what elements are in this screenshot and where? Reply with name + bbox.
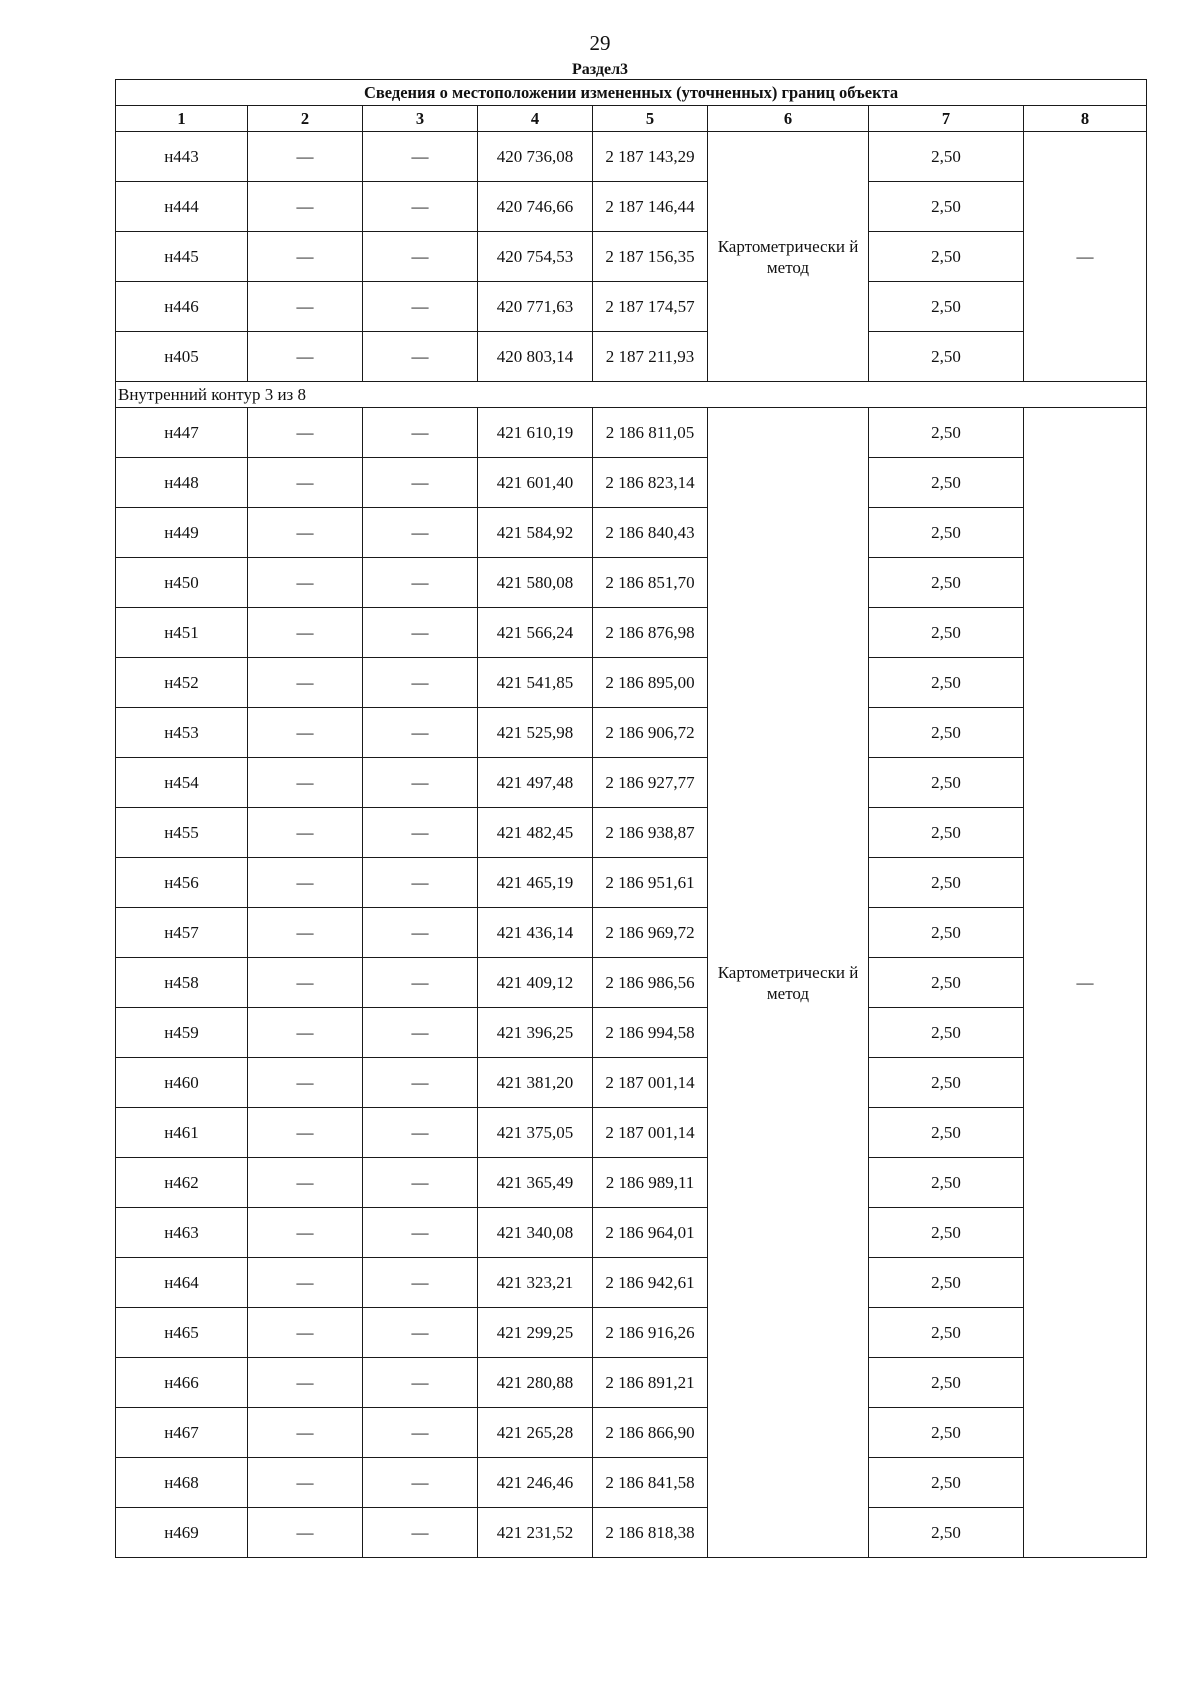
column-2-cell: — bbox=[248, 808, 363, 858]
y-coordinate-cell: 2 186 823,14 bbox=[593, 458, 708, 508]
precision-cell: 2,50 bbox=[869, 558, 1024, 608]
column-2-cell: — bbox=[248, 1508, 363, 1558]
column-number-4: 4 bbox=[478, 106, 593, 132]
column-2-cell: — bbox=[248, 132, 363, 182]
precision-cell: 2,50 bbox=[869, 1408, 1024, 1458]
column-3-cell: — bbox=[363, 282, 478, 332]
column-2-cell: — bbox=[248, 708, 363, 758]
table-row bbox=[116, 708, 1147, 758]
point-name-cell: н461 bbox=[116, 1108, 248, 1158]
y-coordinate-cell: 2 186 969,72 bbox=[593, 908, 708, 958]
table-row bbox=[116, 1258, 1147, 1308]
column-2-cell: — bbox=[248, 1008, 363, 1058]
table-row bbox=[116, 758, 1147, 808]
column-number-6: 6 bbox=[708, 106, 869, 132]
point-name-cell: н460 bbox=[116, 1058, 248, 1108]
y-coordinate-cell: 2 186 938,87 bbox=[593, 808, 708, 858]
precision-cell: 2,50 bbox=[869, 708, 1024, 758]
precision-cell: 2,50 bbox=[869, 1008, 1024, 1058]
boundary-coordinates-table bbox=[115, 79, 1147, 1558]
column-2-cell: — bbox=[248, 332, 363, 382]
precision-cell: 2,50 bbox=[869, 958, 1024, 1008]
precision-cell: 2,50 bbox=[869, 1508, 1024, 1558]
method-cell: Картометрически й метод bbox=[708, 132, 869, 382]
x-coordinate-cell: 421 246,46 bbox=[478, 1458, 593, 1508]
point-name-cell: н459 bbox=[116, 1008, 248, 1058]
precision-cell: 2,50 bbox=[869, 908, 1024, 958]
point-name-cell: н463 bbox=[116, 1208, 248, 1258]
x-coordinate-cell: 421 610,19 bbox=[478, 408, 593, 458]
x-coordinate-cell: 421 365,49 bbox=[478, 1158, 593, 1208]
table-row bbox=[116, 132, 1147, 182]
point-name-cell: н465 bbox=[116, 1308, 248, 1358]
table-row bbox=[116, 958, 1147, 1008]
column-2-cell: — bbox=[248, 1358, 363, 1408]
y-coordinate-cell: 2 186 851,70 bbox=[593, 558, 708, 608]
table-row bbox=[116, 408, 1147, 458]
column-3-cell: — bbox=[363, 1308, 478, 1358]
column-3-cell: — bbox=[363, 808, 478, 858]
y-coordinate-cell: 2 186 841,58 bbox=[593, 1458, 708, 1508]
table-row bbox=[116, 1508, 1147, 1558]
column-3-cell: — bbox=[363, 1208, 478, 1258]
x-coordinate-cell: 421 231,52 bbox=[478, 1508, 593, 1558]
y-coordinate-cell: 2 186 840,43 bbox=[593, 508, 708, 558]
column-3-cell: — bbox=[363, 408, 478, 458]
column-2-cell: — bbox=[248, 408, 363, 458]
column-number-7: 7 bbox=[869, 106, 1024, 132]
precision-cell: 2,50 bbox=[869, 232, 1024, 282]
column-3-cell: — bbox=[363, 1058, 478, 1108]
y-coordinate-cell: 2 186 818,38 bbox=[593, 1508, 708, 1558]
x-coordinate-cell: 421 340,08 bbox=[478, 1208, 593, 1258]
point-name-cell: н449 bbox=[116, 508, 248, 558]
precision-cell: 2,50 bbox=[869, 1258, 1024, 1308]
y-coordinate-cell: 2 186 866,90 bbox=[593, 1408, 708, 1458]
column-3-cell: — bbox=[363, 658, 478, 708]
column-3-cell: — bbox=[363, 332, 478, 382]
precision-cell: 2,50 bbox=[869, 658, 1024, 708]
x-coordinate-cell: 421 381,20 bbox=[478, 1058, 593, 1108]
table-row bbox=[116, 282, 1147, 332]
column-3-cell: — bbox=[363, 1458, 478, 1508]
table-body bbox=[116, 80, 1147, 1558]
x-coordinate-cell: 421 375,05 bbox=[478, 1108, 593, 1158]
x-coordinate-cell: 421 396,25 bbox=[478, 1008, 593, 1058]
table-caption: Сведения о местоположении измененных (уточненных) границ объекта bbox=[116, 80, 1147, 106]
table-row bbox=[116, 1308, 1147, 1358]
column-2-cell: — bbox=[248, 1158, 363, 1208]
column-2-cell: — bbox=[248, 1408, 363, 1458]
point-name-cell: н467 bbox=[116, 1408, 248, 1458]
table-row bbox=[116, 1058, 1147, 1108]
table-row bbox=[116, 1458, 1147, 1508]
x-coordinate-cell: 421 541,85 bbox=[478, 658, 593, 708]
page-number: 29 bbox=[589, 31, 611, 55]
x-coordinate-cell: 421 482,45 bbox=[478, 808, 593, 858]
precision-cell: 2,50 bbox=[869, 132, 1024, 182]
point-name-cell: н466 bbox=[116, 1358, 248, 1408]
column-2-cell: — bbox=[248, 958, 363, 1008]
point-name-cell: н457 bbox=[116, 908, 248, 958]
x-coordinate-cell: 421 584,92 bbox=[478, 508, 593, 558]
column-3-cell: — bbox=[363, 1008, 478, 1058]
column-3-cell: — bbox=[363, 1408, 478, 1458]
precision-cell: 2,50 bbox=[869, 332, 1024, 382]
point-name-cell: н455 bbox=[116, 808, 248, 858]
column-3-cell: — bbox=[363, 858, 478, 908]
x-coordinate-cell: 420 754,53 bbox=[478, 232, 593, 282]
point-name-cell: н468 bbox=[116, 1458, 248, 1508]
y-coordinate-cell: 2 186 986,56 bbox=[593, 958, 708, 1008]
x-coordinate-cell: 421 323,21 bbox=[478, 1258, 593, 1308]
y-coordinate-cell: 2 187 211,93 bbox=[593, 332, 708, 382]
point-name-cell: н447 bbox=[116, 408, 248, 458]
precision-cell: 2,50 bbox=[869, 182, 1024, 232]
column-2-cell: — bbox=[248, 558, 363, 608]
column-3-cell: — bbox=[363, 182, 478, 232]
table-caption-row bbox=[116, 80, 1147, 106]
precision-cell: 2,50 bbox=[869, 1158, 1024, 1208]
y-coordinate-cell: 2 186 895,00 bbox=[593, 658, 708, 708]
column-2-cell: — bbox=[248, 182, 363, 232]
column-2-cell: — bbox=[248, 282, 363, 332]
x-coordinate-cell: 421 436,14 bbox=[478, 908, 593, 958]
table-row bbox=[116, 1158, 1147, 1208]
point-name-cell: н464 bbox=[116, 1258, 248, 1308]
column-2-cell: — bbox=[248, 858, 363, 908]
precision-cell: 2,50 bbox=[869, 408, 1024, 458]
y-coordinate-cell: 2 187 001,14 bbox=[593, 1058, 708, 1108]
column-2-cell: — bbox=[248, 1308, 363, 1358]
column-2-cell: — bbox=[248, 458, 363, 508]
column-number-8: 8 bbox=[1024, 106, 1147, 132]
precision-cell: 2,50 bbox=[869, 858, 1024, 908]
y-coordinate-cell: 2 186 891,21 bbox=[593, 1358, 708, 1408]
y-coordinate-cell: 2 187 143,29 bbox=[593, 132, 708, 182]
table-row bbox=[116, 658, 1147, 708]
column-2-cell: — bbox=[248, 658, 363, 708]
column-3-cell: — bbox=[363, 558, 478, 608]
point-name-cell: н444 bbox=[116, 182, 248, 232]
x-coordinate-cell: 421 566,24 bbox=[478, 608, 593, 658]
column-2-cell: — bbox=[248, 608, 363, 658]
column-3-cell: — bbox=[363, 232, 478, 282]
column-2-cell: — bbox=[248, 1458, 363, 1508]
y-coordinate-cell: 2 186 927,77 bbox=[593, 758, 708, 808]
x-coordinate-cell: 421 409,12 bbox=[478, 958, 593, 1008]
column-number-3: 3 bbox=[363, 106, 478, 132]
x-coordinate-cell: 421 525,98 bbox=[478, 708, 593, 758]
column-3-cell: — bbox=[363, 1108, 478, 1158]
column-number-2: 2 bbox=[248, 106, 363, 132]
precision-cell: 2,50 bbox=[869, 1458, 1024, 1508]
y-coordinate-cell: 2 186 906,72 bbox=[593, 708, 708, 758]
column-2-cell: — bbox=[248, 508, 363, 558]
column-2-cell: — bbox=[248, 1258, 363, 1308]
y-coordinate-cell: 2 186 876,98 bbox=[593, 608, 708, 658]
precision-cell: 2,50 bbox=[869, 608, 1024, 658]
precision-cell: 2,50 bbox=[869, 1358, 1024, 1408]
y-coordinate-cell: 2 186 989,11 bbox=[593, 1158, 708, 1208]
column-3-cell: — bbox=[363, 958, 478, 1008]
y-coordinate-cell: 2 187 001,14 bbox=[593, 1108, 708, 1158]
section-title: Раздел3 bbox=[571, 61, 629, 78]
precision-cell: 2,50 bbox=[869, 1308, 1024, 1358]
point-name-cell: н443 bbox=[116, 132, 248, 182]
point-name-cell: н446 bbox=[116, 282, 248, 332]
column-2-cell: — bbox=[248, 758, 363, 808]
column-2-cell: — bbox=[248, 908, 363, 958]
precision-cell: 2,50 bbox=[869, 282, 1024, 332]
table-row bbox=[116, 182, 1147, 232]
precision-cell: 2,50 bbox=[869, 458, 1024, 508]
column-number-5: 5 bbox=[593, 106, 708, 132]
x-coordinate-cell: 421 465,19 bbox=[478, 858, 593, 908]
column-2-cell: — bbox=[248, 232, 363, 282]
x-coordinate-cell: 420 803,14 bbox=[478, 332, 593, 382]
column-2-cell: — bbox=[248, 1108, 363, 1158]
column-8-cell: — bbox=[1024, 408, 1147, 1558]
column-8-cell: — bbox=[1024, 132, 1147, 382]
table-row bbox=[116, 332, 1147, 382]
table-row bbox=[116, 858, 1147, 908]
precision-cell: 2,50 bbox=[869, 808, 1024, 858]
column-number-row bbox=[116, 106, 1147, 132]
column-2-cell: — bbox=[248, 1058, 363, 1108]
table-row bbox=[116, 908, 1147, 958]
precision-cell: 2,50 bbox=[869, 1108, 1024, 1158]
column-3-cell: — bbox=[363, 508, 478, 558]
x-coordinate-cell: 420 736,08 bbox=[478, 132, 593, 182]
column-3-cell: — bbox=[363, 708, 478, 758]
y-coordinate-cell: 2 186 811,05 bbox=[593, 408, 708, 458]
x-coordinate-cell: 420 746,66 bbox=[478, 182, 593, 232]
contour-row bbox=[116, 382, 1147, 408]
y-coordinate-cell: 2 186 994,58 bbox=[593, 1008, 708, 1058]
point-name-cell: н450 bbox=[116, 558, 248, 608]
column-3-cell: — bbox=[363, 1508, 478, 1558]
table-row bbox=[116, 1358, 1147, 1408]
x-coordinate-cell: 421 280,88 bbox=[478, 1358, 593, 1408]
column-number-1: 1 bbox=[116, 106, 248, 132]
precision-cell: 2,50 bbox=[869, 758, 1024, 808]
point-name-cell: н458 bbox=[116, 958, 248, 1008]
table-row bbox=[116, 1208, 1147, 1258]
x-coordinate-cell: 421 601,40 bbox=[478, 458, 593, 508]
column-3-cell: — bbox=[363, 1258, 478, 1308]
table-row bbox=[116, 1008, 1147, 1058]
y-coordinate-cell: 2 187 174,57 bbox=[593, 282, 708, 332]
column-3-cell: — bbox=[363, 132, 478, 182]
y-coordinate-cell: 2 186 951,61 bbox=[593, 858, 708, 908]
table-row bbox=[116, 558, 1147, 608]
point-name-cell: н452 bbox=[116, 658, 248, 708]
column-3-cell: — bbox=[363, 758, 478, 808]
column-3-cell: — bbox=[363, 1158, 478, 1208]
table-row bbox=[116, 508, 1147, 558]
column-3-cell: — bbox=[363, 608, 478, 658]
table-row bbox=[116, 1408, 1147, 1458]
table-row bbox=[116, 232, 1147, 282]
point-name-cell: н456 bbox=[116, 858, 248, 908]
table-row bbox=[116, 1108, 1147, 1158]
method-cell: Картометрически й метод bbox=[708, 408, 869, 1558]
x-coordinate-cell: 421 265,28 bbox=[478, 1408, 593, 1458]
y-coordinate-cell: 2 187 156,35 bbox=[593, 232, 708, 282]
y-coordinate-cell: 2 186 942,61 bbox=[593, 1258, 708, 1308]
point-name-cell: н454 bbox=[116, 758, 248, 808]
column-3-cell: — bbox=[363, 458, 478, 508]
y-coordinate-cell: 2 187 146,44 bbox=[593, 182, 708, 232]
column-3-cell: — bbox=[363, 908, 478, 958]
y-coordinate-cell: 2 186 916,26 bbox=[593, 1308, 708, 1358]
column-2-cell: — bbox=[248, 1208, 363, 1258]
table-row bbox=[116, 458, 1147, 508]
point-name-cell: н448 bbox=[116, 458, 248, 508]
point-name-cell: н453 bbox=[116, 708, 248, 758]
x-coordinate-cell: 420 771,63 bbox=[478, 282, 593, 332]
precision-cell: 2,50 bbox=[869, 508, 1024, 558]
y-coordinate-cell: 2 186 964,01 bbox=[593, 1208, 708, 1258]
contour-label: Внутренний контур 3 из 8 bbox=[116, 382, 1147, 408]
x-coordinate-cell: 421 580,08 bbox=[478, 558, 593, 608]
point-name-cell: н451 bbox=[116, 608, 248, 658]
table-row bbox=[116, 808, 1147, 858]
point-name-cell: н405 bbox=[116, 332, 248, 382]
point-name-cell: н445 bbox=[116, 232, 248, 282]
point-name-cell: н469 bbox=[116, 1508, 248, 1558]
x-coordinate-cell: 421 497,48 bbox=[478, 758, 593, 808]
point-name-cell: н462 bbox=[116, 1158, 248, 1208]
precision-cell: 2,50 bbox=[869, 1058, 1024, 1108]
table-row bbox=[116, 608, 1147, 658]
precision-cell: 2,50 bbox=[869, 1208, 1024, 1258]
column-3-cell: — bbox=[363, 1358, 478, 1408]
x-coordinate-cell: 421 299,25 bbox=[478, 1308, 593, 1358]
